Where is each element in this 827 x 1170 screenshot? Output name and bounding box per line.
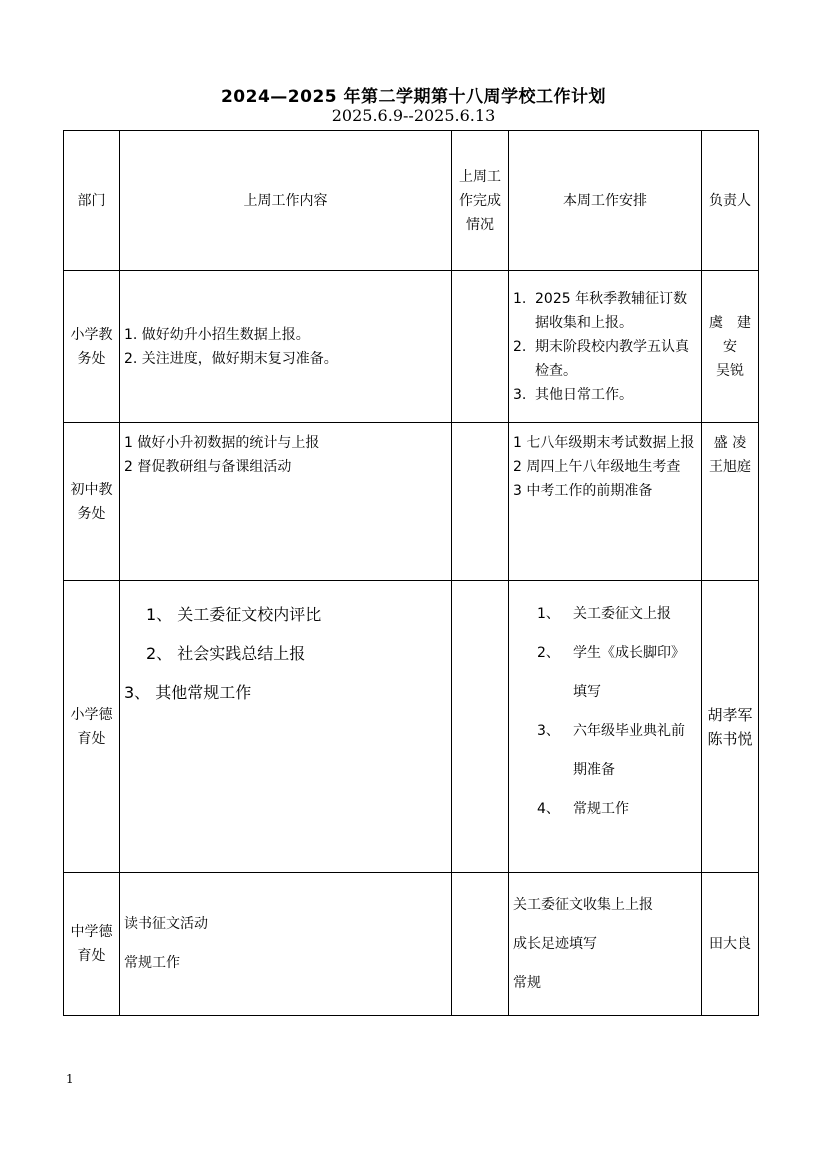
page-number: 1	[66, 1072, 74, 1086]
table-row	[64, 423, 759, 581]
table-row	[64, 271, 759, 423]
list-item: 3、 其他常规工作	[124, 683, 252, 702]
dept-cell: 初中教务处	[64, 423, 120, 581]
list-item: 关工委征文收集上上报	[513, 896, 653, 913]
header-this-week: 本周工作安排	[509, 131, 702, 271]
status-cell	[452, 423, 509, 581]
dept-cell: 小学教务处	[64, 271, 120, 423]
date-range: 2025.6.9--2025.6.13	[331, 106, 496, 125]
table-row	[64, 873, 759, 1016]
list-item: 2. 关注进度，做好期末复习准备。	[124, 350, 338, 367]
list-item: 1、 关工委征文上报	[537, 606, 671, 622]
list-item: 2 督促教研组与备课组活动	[124, 459, 292, 475]
list-item: 1 做好小升初数据的统计与上报	[124, 435, 320, 451]
dept-cell: 小学德育处	[64, 581, 120, 873]
table-row	[64, 581, 759, 873]
list-item: 4、 常规工作	[537, 801, 629, 817]
table-header-row	[64, 131, 759, 271]
list-item: 2、 学生《成长脚印》填写	[537, 645, 685, 700]
owner-cell: 胡孝军 陈书悦	[702, 581, 759, 873]
list-item: 读书征文活动	[124, 916, 208, 932]
owner-cell: 虞 建安 吴锐	[702, 271, 759, 423]
page-title: 2024—2025 年第二学期第十八周学校工作计划	[220, 87, 607, 107]
header-last-week: 上周工作内容	[120, 131, 452, 271]
header-dept: 部门	[64, 131, 120, 271]
list-item: 2 周四上午八年级地生考查	[513, 459, 681, 475]
this-week-cell	[509, 271, 702, 423]
owner-cell: 盛 凌 王旭庭	[702, 423, 759, 581]
owner-cell: 田大良	[702, 873, 759, 1016]
header-owner: 负责人	[702, 131, 759, 271]
list-item: 1、 关工委征文校内评比	[146, 605, 322, 624]
list-item: 常规	[513, 974, 541, 991]
status-cell	[452, 271, 509, 423]
list-item: 1 七八年级期末考试数据上报	[513, 435, 695, 451]
header-status: 上周工作完成情况	[452, 131, 509, 271]
list-item: 3、 六年级毕业典礼前期准备	[537, 723, 685, 778]
list-item: 2、 社会实践总结上报	[146, 644, 306, 663]
last-week-cell	[120, 271, 452, 423]
this-week-cell	[509, 423, 702, 581]
list-item: 1. 做好幼升小招生数据上报。	[124, 326, 310, 343]
this-week-cell	[509, 873, 702, 1016]
list-item: 1. 2025 年秋季教辅征订数据收集和上报。	[513, 290, 688, 331]
dept-cell: 中学德育处	[64, 873, 120, 1016]
last-week-cell	[120, 423, 452, 581]
status-cell	[452, 873, 509, 1016]
list-item: 成长足迹填写	[513, 935, 597, 952]
last-week-cell	[120, 873, 452, 1016]
list-item: 3 中考工作的前期准备	[513, 483, 653, 499]
last-week-cell	[120, 581, 452, 873]
this-week-cell	[509, 581, 702, 873]
list-item: 常规工作	[124, 955, 180, 971]
list-item: 3. 其他日常工作。	[513, 386, 633, 403]
work-plan-table	[63, 130, 759, 1016]
status-cell	[452, 581, 509, 873]
list-item: 2. 期末阶段校内教学五认真检查。	[513, 338, 689, 379]
